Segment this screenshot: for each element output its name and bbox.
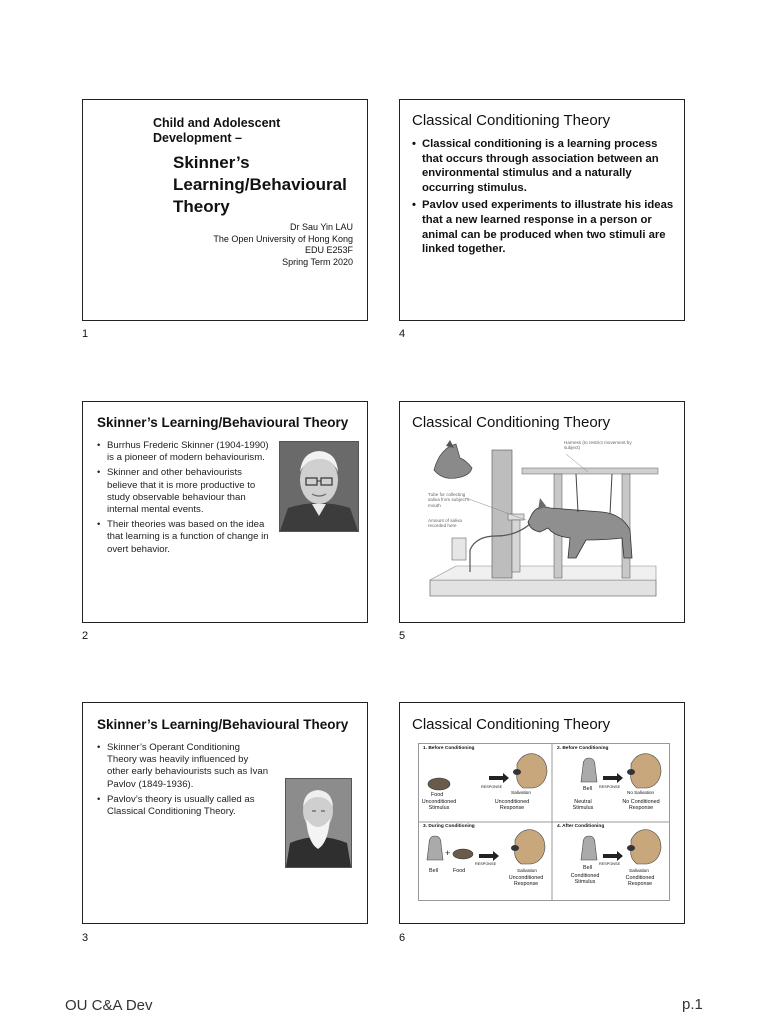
footer-page-number: p.1 — [682, 996, 703, 1013]
list-item: • Skinner and other behaviourists believe that it is more productive to study observable behaviour than internal mental events. — [97, 467, 273, 516]
slide-number-3: 3 — [82, 932, 89, 944]
lecture-title — [173, 152, 347, 218]
panel-1-result-label: Unconditioned Response — [494, 799, 530, 812]
panel-2-result-label: No Conditioned Response — [622, 799, 660, 812]
panel-3-response: RESPONSE — [475, 862, 497, 866]
slide-1 — [82, 99, 368, 321]
svg-text:+: + — [445, 848, 451, 858]
panel-4-result: Salivation — [629, 868, 649, 873]
course-line-2: Development – — [153, 131, 242, 145]
lecture-title-line-1: Skinner’s — [173, 153, 250, 172]
panel-2-result: No Salivation — [627, 790, 655, 795]
panel-4-heading: 4. After Conditioning — [557, 824, 605, 829]
panel-1-item: Food — [431, 792, 444, 798]
slide-title: Classical Conditioning Theory — [412, 716, 611, 733]
slide-number-4: 4 — [399, 328, 406, 340]
list-item: • Pavlov’s theory is usually called as Classical Conditioning Theory. — [97, 794, 271, 818]
slide-number-2: 2 — [82, 630, 89, 642]
list-item: • Burrhus Frederic Skinner (1904-1990) is a pioneer of modern behaviourism. — [97, 440, 273, 464]
panel-3-item-2: Food — [453, 868, 466, 874]
slide-number-1: 1 — [82, 328, 89, 340]
list-item: • Skinner’s Operant Conditioning Theory was heavily influenced by other early behaviourists such as Ivan Pavlov (1849-1936). — [97, 742, 271, 791]
label-amount: Amount of saliva recorded here — [428, 518, 462, 529]
slide-3 — [82, 702, 368, 924]
slide-2 — [82, 401, 368, 623]
panel-1-heading: 1. Before Conditioning — [423, 746, 475, 751]
panel-4-item-label: Conditioned Stimulus — [570, 873, 600, 886]
conditioning-diagram — [418, 743, 670, 901]
panel-1-response: RESPONSE — [481, 785, 503, 789]
panel-2-heading: 2. Before Conditioning — [557, 746, 609, 751]
list-item: • Their theories was based on the idea that learning is a function of change in overt behavior. — [97, 519, 273, 556]
slide-title: Skinner’s Learning/Behavioural Theory — [97, 415, 349, 430]
label-harness: Harness (to restrict movement by subject) — [564, 440, 632, 451]
slide-title: Classical Conditioning Theory — [412, 414, 611, 431]
slide-number-6: 6 — [399, 932, 406, 944]
list-item: • Pavlov used experiments to illustrate his ideas that a new learned response in a person or animal can be produced when two stimuli are linked together. — [412, 198, 678, 256]
panel-2-response: RESPONSE — [599, 785, 621, 789]
panel-3-result: Salivation — [517, 868, 537, 873]
lecture-title-line-3: Theory — [173, 197, 230, 216]
course-title — [153, 116, 280, 146]
panel-4-item: Bell — [583, 865, 592, 871]
author-block — [213, 222, 353, 268]
skinner-portrait — [279, 441, 359, 532]
panel-2-item-label: Neutral Stimulus — [572, 799, 594, 812]
panel-2-item: Bell — [583, 786, 592, 792]
panel-3-result-label: Unconditioned Response — [508, 875, 544, 888]
panel-1-item-label: Unconditioned Stimulus — [421, 799, 457, 812]
institution: The Open University of Hong Kong — [213, 233, 353, 244]
bullet-list — [97, 440, 273, 559]
pavlov-portrait-image — [286, 779, 351, 867]
author-name: Dr Sau Yin LAU — [289, 222, 353, 232]
lecture-title-line-2: Learning/Behavioural — [173, 175, 347, 194]
term: Spring Term 2020 — [282, 256, 353, 267]
slide-number-5: 5 — [399, 630, 406, 642]
label-tube: Tube for collecting saliva from subject’s mouth — [428, 492, 470, 508]
bullet-list — [97, 742, 271, 821]
pavlov-portrait — [285, 778, 352, 868]
panel-1-result: Salivation — [511, 790, 531, 795]
slide-title: Skinner’s Learning/Behavioural Theory — [97, 717, 349, 732]
slide-4 — [399, 99, 685, 321]
panel-3-heading: 3. During Conditioning — [423, 824, 475, 829]
slide-5 — [399, 401, 685, 623]
panel-3-item: Bell — [429, 868, 438, 874]
course-code: EDU E253F — [304, 245, 353, 255]
footer-course: OU C&A Dev — [65, 997, 153, 1014]
bullet-list — [412, 137, 678, 260]
panel-4-response: RESPONSE — [599, 862, 621, 866]
course-line-1: Child and Adolescent — [153, 116, 281, 130]
panel-4-result-label: Conditioned Response — [625, 875, 655, 888]
pavlov-apparatus-illustration — [426, 440, 660, 606]
slide-6 — [399, 702, 685, 924]
slide-title: Classical Conditioning Theory — [412, 112, 611, 129]
skinner-portrait-image — [280, 442, 358, 531]
list-item: • Classical conditioning is a learning process that occurs through association between an environmental stimulus and a naturally occurring stimulus. — [412, 137, 678, 195]
